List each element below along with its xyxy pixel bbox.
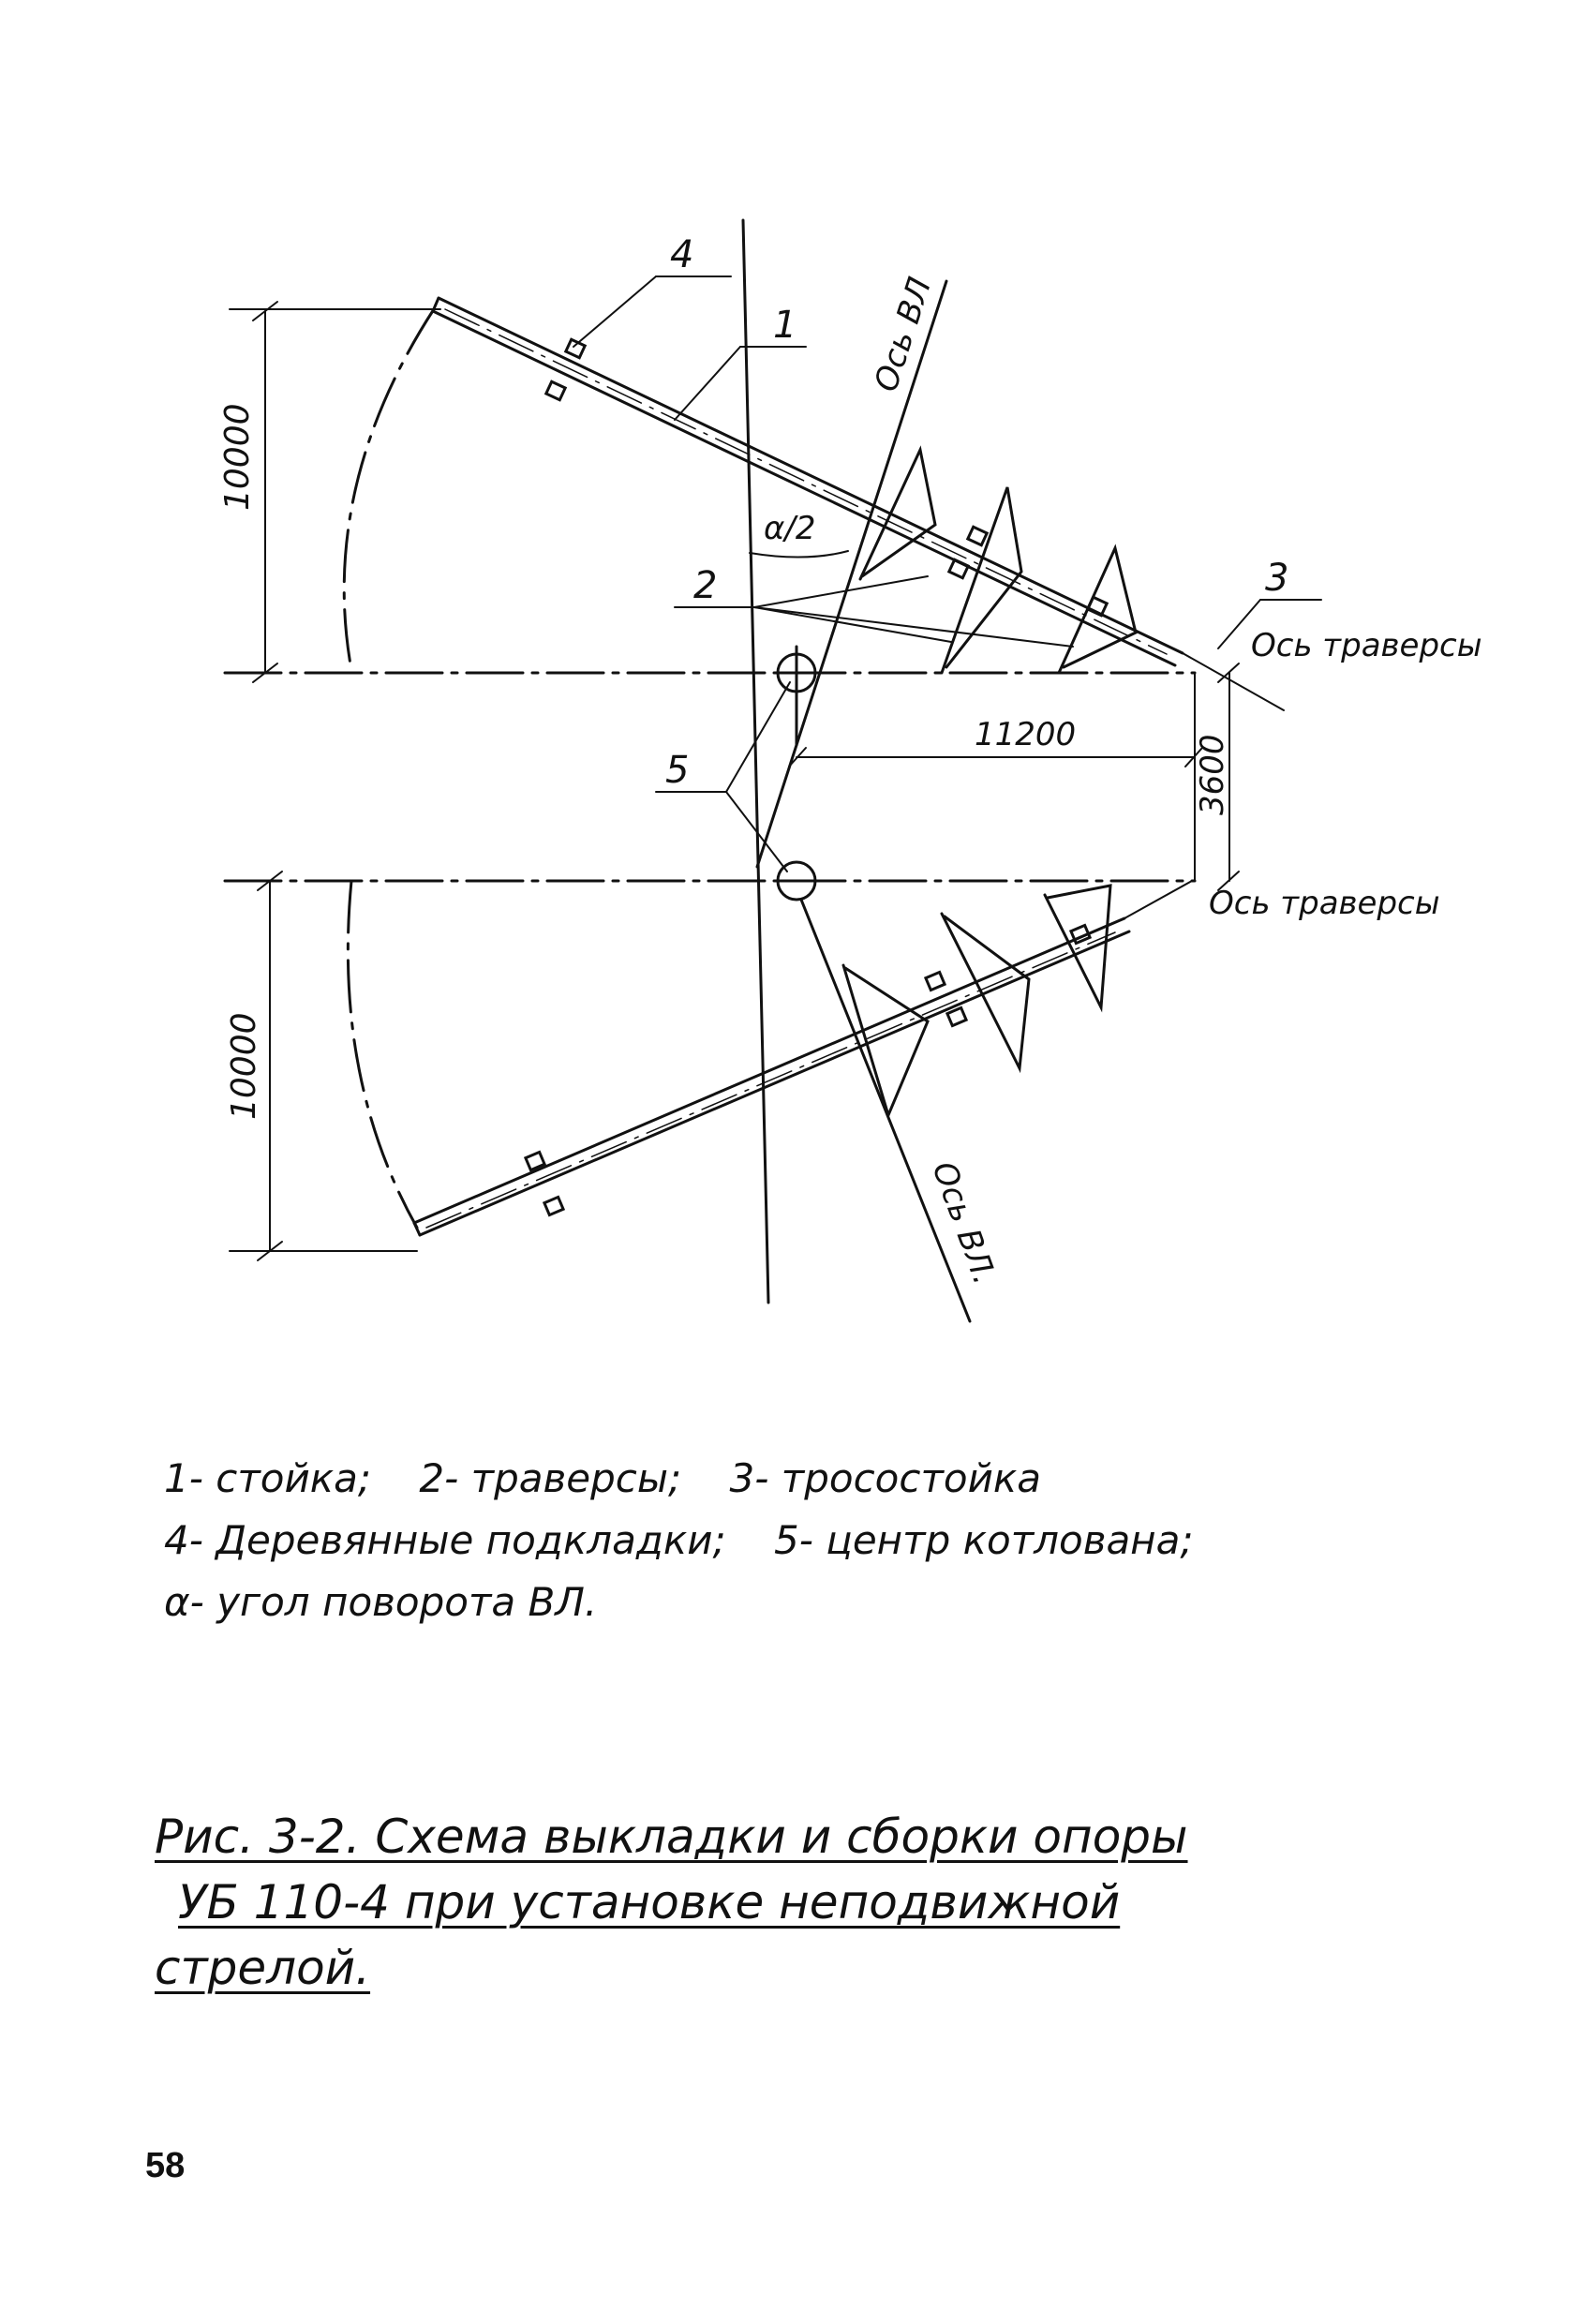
legend-row-1 [164,1448,1335,1510]
upper-length-dimension [230,302,440,682]
label-axis-vl-top: Ось ВЛ [867,273,940,396]
page-number: 58 [145,2146,186,2185]
label-mark-3: 3 [1265,557,1289,600]
caption-line-2: УБ 110-4 при установке неподвижной [178,1875,1121,1929]
upper-swing-arc [344,309,434,670]
upper-traverses [860,450,1136,673]
label-mark-5: 5 [665,749,690,792]
dimension-traverse-spacing: 3600 [1194,734,1231,815]
lower-swing-arc [348,881,417,1228]
lower-traverses [843,886,1110,1115]
lower-pole [414,881,1192,1235]
label-mark-2: 2 [693,564,718,607]
dimension-lower-length: 10000 [225,1012,263,1120]
dimension-upper-length: 10000 [218,403,257,511]
label-axis-vl-bottom: Ось ВЛ. [924,1156,1004,1289]
figure-caption [155,1804,1279,2001]
caption-line-1: Рис. 3-2. Схема выкладки и сборки опоры [155,1810,1188,1864]
horizontal-offset-dimension [789,673,1202,881]
legend-item-turn-angle: α- угол поворота ВЛ. [164,1579,598,1625]
legend-row-3 [164,1572,1335,1633]
upper-wooden-pads [546,339,1107,615]
vertical-reference-line [743,220,768,1303]
caption-line-3: стрелой. [155,1941,371,1995]
legend [164,1448,1335,1633]
upper-line-axis [757,281,946,867]
label-axis-traverse-bottom: Ось траверсы [1209,885,1440,922]
legend-item-pit-center: 5- центр котлована; [774,1517,1194,1563]
label-mark-1: 1 [773,304,797,347]
label-axis-traverse-top: Ось траверсы [1251,627,1482,664]
label-half-angle: α/2 [764,510,816,547]
legend-item-cable-post: 3- тросостойка [729,1455,1042,1501]
legend-item-pole: 1- стойка; [164,1455,372,1501]
legend-item-traverses: 2- траверсы; [419,1455,682,1501]
upper-pole [433,298,1284,710]
label-mark-4: 4 [670,233,694,276]
half-angle-arc [750,551,848,558]
legend-item-wooden-pads: 4- Деревянные подкладки; [164,1517,726,1563]
dimension-horizontal-offset: 11200 [975,716,1077,753]
legend-row-2 [164,1510,1335,1572]
